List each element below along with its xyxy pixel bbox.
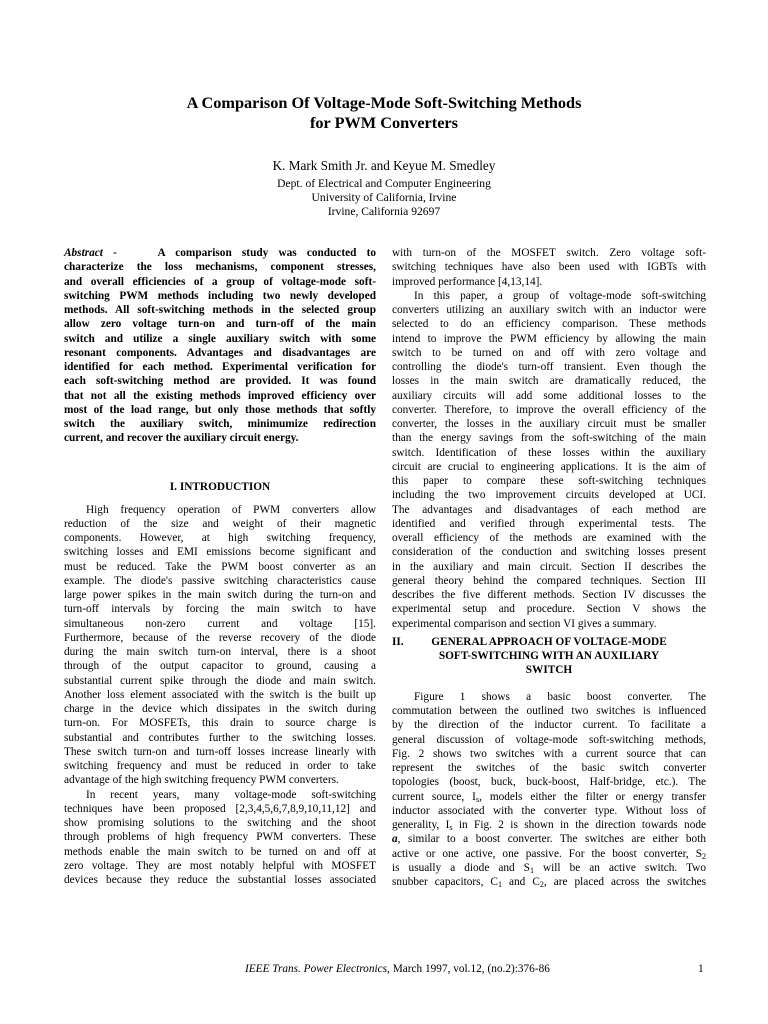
paper-title	[0, 93, 768, 133]
abstract-line: resonant components. Advantages and disadvantages are	[64, 346, 376, 359]
text-line: overall efficiency of the methods are examined with the	[392, 532, 706, 544]
text-line: represent the switches of the basic switch converter	[392, 762, 706, 774]
intro-paragraph-1	[64, 503, 376, 788]
text-line: is usually a diode and $S_1$ will be an active switch. Two	[392, 861, 706, 875]
text-line: Fig. 2 shows two switches with a current source that can	[392, 747, 706, 760]
abstract-line: switching PWM methods including two newly developed	[64, 289, 376, 302]
footer-citation	[245, 963, 550, 975]
section-2-paragraph	[392, 690, 706, 790]
abstract-line: switch and utilize a single auxiliary switch with some	[64, 332, 376, 345]
text-line: Furthermore, because of the reverse recovery of the diode	[64, 631, 376, 644]
abstract-line: methods. All soft-switching methods in the selected group	[64, 304, 376, 316]
text-line: switch to be turned on and off with zero voltage and	[392, 346, 706, 359]
section-1-heading: I. INTRODUCTION	[169, 480, 271, 493]
text-line: generality, $I_s$ in Fig. 2 is shown in the direction towards node	[392, 819, 706, 832]
authors: K. Mark Smith Jr. and Keyue M. Smedley	[272, 158, 496, 173]
text-line: charge in the device which dissipates in the switch during	[64, 703, 376, 715]
section-2-title-line-1: GENERAL APPROACH OF VOLTAGE-MODE	[431, 635, 667, 648]
text-line: inductor associated with the converter type. Without loss of	[392, 804, 706, 817]
affiliation-line-2: University of California, Irvine	[311, 191, 457, 205]
text-line: switching losses and EMI emissions become significant and	[64, 546, 376, 559]
text-line: commutation between the outlined two switches is influenced	[392, 705, 706, 717]
text-line: techniques have been proposed [2,3,4,5,6,7,8,9,10,11,12] and	[64, 802, 376, 815]
text-line: intend to improve the PWM efficiency by allowing the main	[392, 332, 706, 345]
abstract-line: Abstract - A comparison study was conducted to	[64, 247, 376, 259]
text-line: selected to do an efficiency comparison. These methods	[392, 318, 706, 331]
title-line-1: A Comparison Of Voltage-Mode Soft-Switching Methods	[186, 93, 582, 112]
abstract	[64, 246, 376, 446]
text-line: In this paper, a group of voltage-mode soft-switching	[414, 289, 706, 302]
abstract-line: allow zero voltage turn-on and turn-off of the main	[64, 318, 376, 331]
left-column	[64, 246, 376, 887]
text-line: through problems of high frequency PWM converters. These	[64, 831, 376, 844]
text-line: circuit are crucial to engineering applications. It is the aim of	[392, 460, 706, 473]
section-2-heading	[392, 635, 706, 678]
abstract-line: switch the auxiliary switch, minimumize redirection	[64, 418, 376, 430]
section-2-title-line-2: SOFT-SWITCHING WITH AN AUXILIARY	[438, 650, 660, 662]
text-line: consideration of the conduction and switching losses present	[392, 546, 706, 559]
spacer	[392, 678, 706, 690]
text-line: converter, the losses in the auxiliary circuit must be smaller	[392, 418, 706, 430]
right-paragraph-2	[392, 289, 706, 631]
abstract-line: identified for each method. Experimental verification for	[64, 361, 376, 373]
text-line: zero voltage. They are most notably helpful with MOSFET	[64, 859, 376, 872]
abstract-line: characterize the loss mechanisms, component stresses,	[64, 261, 376, 274]
text-line: methods enable the main switch to be turned on and off at	[64, 845, 376, 858]
text-line: reduction of the size and weight of their magnetic	[64, 517, 376, 530]
text-line: general theory behind the compared techniques. Section III	[392, 574, 706, 587]
abstract-line: that not all the existing methods improved efficiency over	[64, 389, 376, 402]
text-line: identified and verified through experimental tests. The	[392, 517, 706, 530]
citation-details: , March 1997, vol.12, (no.2):376-86	[387, 963, 550, 975]
section-2-number: II.	[392, 635, 404, 648]
text-line: experimental comparison and section VI gives a summary.	[392, 617, 657, 630]
text-line: this paper to compare these soft-switching techniques	[392, 475, 706, 487]
intro-paragraph-2	[64, 788, 376, 888]
abstract-label: Abstract -	[64, 247, 117, 259]
text-line: including the two improvement circuits developed at UCI.	[392, 489, 706, 502]
text-line: Another loss element associated with the switch is the built up	[64, 688, 376, 701]
journal-name: IEEE Trans. Power Electronics	[245, 963, 388, 975]
text-line: High frequency operation of PWM converters allow	[86, 503, 376, 516]
text-line: Figure 1 shows a basic boost converter. The	[414, 690, 706, 703]
text-line: current source, $I_s$, models either the filter or energy transfer	[392, 790, 706, 804]
text-line: in the auxiliary and main circuit. Section II describes the	[392, 560, 706, 573]
text-line: than the energy savings from the soft-switching of the main	[392, 432, 706, 445]
text-line: In recent years, many voltage-mode soft-switching	[86, 788, 376, 801]
title-line-2: for PWM Converters	[310, 113, 458, 132]
affiliation	[0, 177, 768, 220]
text-line: active or one active, one passive. For the boost converter, $S_2$	[392, 847, 706, 861]
text-line: example. The diode's passive switching characteristics cause	[64, 574, 376, 587]
text-line: a, similar to a boost converter. The switches are either both	[392, 833, 706, 846]
text-line: converter. Therefore, to improve the overall efficiency of the	[392, 403, 706, 416]
text-line: experimental setup and procedure. Section V shows the	[392, 603, 706, 616]
text-line: by the direction of the inductor current. To facilitate a	[392, 719, 706, 732]
text-line: general discussion of voltage-mode soft-switching methods,	[392, 733, 706, 746]
right-column	[392, 246, 706, 889]
text-line: large power spikes in the main switch during the turn-on and	[64, 589, 376, 601]
text-line: devices because they reduce the substantial losses associated	[64, 874, 376, 886]
abstract-line: current, and recover the auxiliary circuit energy.	[64, 432, 299, 445]
text-line: switching techniques have also been used with IGBTs with	[392, 261, 706, 274]
page-number: 1	[698, 963, 704, 975]
text-line: topologies (boost, buck, buck-boost, Half-bridge, etc.). The	[392, 776, 706, 789]
text-line: improved performance [4,13,14].	[392, 275, 543, 288]
text-line: auxiliary circuits will add some additional losses to the	[392, 389, 706, 402]
text-line: describes the five different methods. Section IV discusses the	[392, 589, 706, 601]
affiliation-line-3: Irvine, California 92697	[327, 205, 441, 219]
text-line: substantial and contributes further to the switching losses.	[64, 731, 376, 744]
section-2-title	[392, 635, 706, 678]
abstract-line: each soft-switching method are provided. It was found	[64, 375, 376, 388]
right-paragraph-1	[392, 246, 706, 289]
text-line: These switch turn-on and turn-off losses increase linearly with	[64, 745, 376, 758]
text-line: losses in the main switch are dramatically reduced, the	[392, 375, 706, 388]
text-line: simultaneous non-zero current and voltage [15].	[64, 617, 376, 630]
section-2-paragraph-cont	[392, 790, 706, 890]
section-2-title-line-3: SWITCH	[525, 664, 573, 677]
text-line: must be reduced. Take the PWM boost converter as an	[64, 560, 376, 573]
text-line: controlling the diode's turn-off transient. Even though the	[392, 361, 706, 373]
abstract-line: and overall efficiencies of a group of voltage-mode soft-	[64, 275, 376, 288]
text-line: show promising solutions to the switching and the shoot	[64, 817, 376, 829]
text-line: switch. Identification of these losses within the auxiliary	[392, 446, 706, 459]
text-line: components. However, at high switching frequency,	[64, 532, 376, 544]
text-line: advantage of the high switching frequency PWM converters.	[64, 774, 339, 787]
text-line: switching frequency and must be reduced in order to take	[64, 760, 376, 772]
text-line: turn-on. For MOSFETs, this drain to source charge is	[64, 717, 376, 730]
text-line: substantial current spike through the diode and main switch.	[64, 674, 376, 687]
text-line: converters utilizing an auxiliary switch with an inductor were	[392, 304, 706, 316]
text-line: turn-off intervals by forcing the main switch to have	[64, 603, 376, 616]
text-line: through of the output capacitor to ground, causing a	[64, 660, 376, 673]
abstract-line: most of the load range, but only those methods that softly	[64, 403, 376, 416]
text-line: during the main switch turn-on interval, there is a shoot	[64, 646, 376, 658]
text-line: snubber capacitors, $C_1$ and $C_2$, are placed across the switches	[392, 876, 706, 889]
affiliation-line-1: Dept. of Electrical and Computer Engineering	[277, 177, 491, 190]
text-line: with turn-on of the MOSFET switch. Zero voltage soft-	[392, 247, 706, 259]
text-line: The advantages and disadvantages of each method are	[392, 503, 706, 516]
